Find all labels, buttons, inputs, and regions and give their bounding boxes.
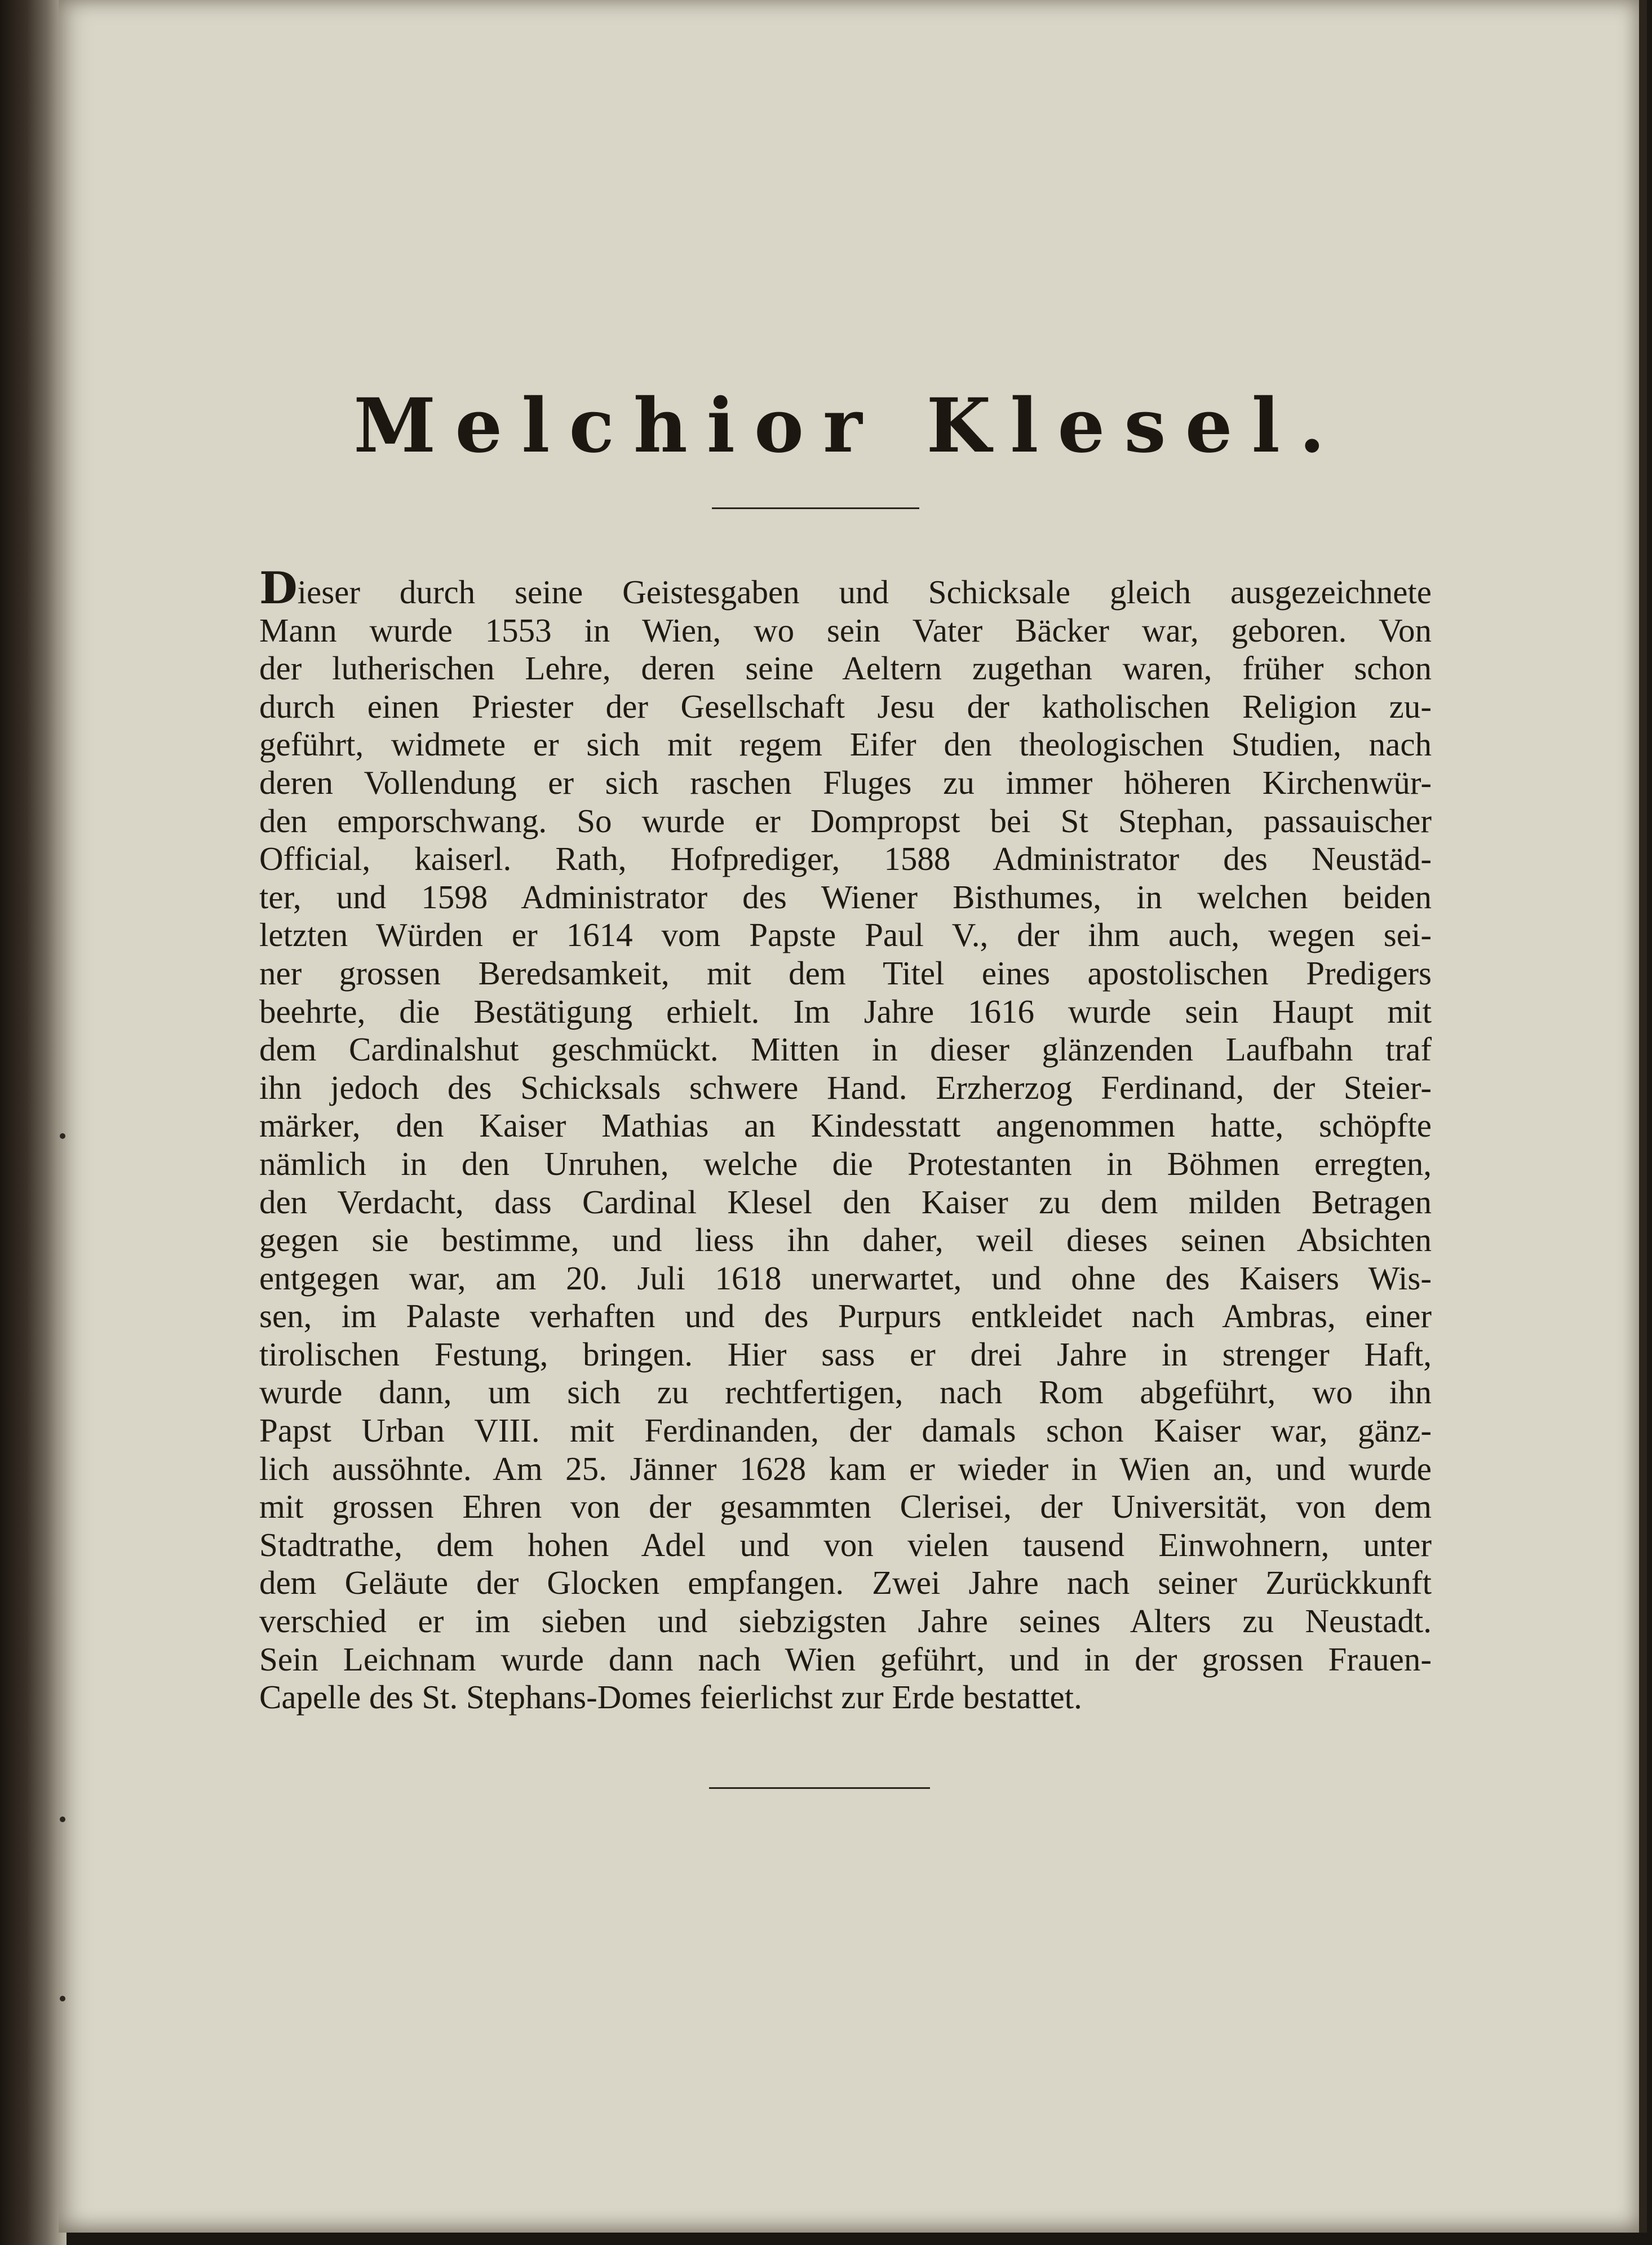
text-line xyxy=(259,764,1432,802)
text-line xyxy=(259,802,1432,841)
text-line xyxy=(259,1678,1432,1717)
text-line xyxy=(259,954,1432,993)
text-line-content: geführt, widmete er sich mit regem Eifer den theologischen Studien, nach xyxy=(259,726,1432,763)
end-divider xyxy=(709,1787,930,1789)
text-line xyxy=(259,993,1432,1031)
text-line-content: mit grossen Ehren von der gesammten Clerisei, der Universität, von dem xyxy=(259,1488,1432,1526)
drop-cap: D xyxy=(259,563,298,614)
text-line-content: lich aussöhnte. Am 25. Jänner 1628 kam er wieder in Wien an, und wurde xyxy=(259,1449,1432,1487)
text-line xyxy=(259,563,1432,614)
text-line xyxy=(259,1602,1432,1641)
text-line xyxy=(259,916,1432,954)
text-line-content: den Verdacht, dass Cardinal Klesel den Kaiser zu dem milden Betragen xyxy=(259,1183,1432,1221)
text-line xyxy=(259,1221,1432,1260)
text-line xyxy=(259,1297,1432,1336)
text-line-content: Official, kaiserl. Rath, Hofprediger, 1588 Administrator des Neustäd- xyxy=(259,840,1432,878)
text-line-content: gegen sie bestimme, und liess ihn daher, weil dieses seinen Absichten xyxy=(259,1221,1432,1259)
binding-mark xyxy=(60,1133,65,1139)
text-line-content: sen, im Palaste verhaften und des Purpurs entkleidet nach Ambras, einer xyxy=(259,1297,1432,1335)
text-line-content: nämlich in den Unruhen, welche die Protestanten in Böhmen erregten, xyxy=(259,1144,1432,1182)
page-title: Melchior Klesel. xyxy=(353,382,1344,470)
text-line-content: den emporschwang. So wurde er Dompropst bei St Stephan, passauischer xyxy=(259,802,1432,839)
text-line-content: verschied er im sieben und siebzigsten Jahre seines Alters zu Neustadt. xyxy=(259,1602,1432,1640)
book-page xyxy=(59,0,1647,2233)
text-line-content: letzten Würden er 1614 vom Papste Paul V., der ihm auch, wegen sei- xyxy=(259,916,1432,954)
text-line xyxy=(259,1107,1432,1145)
text-line-content: entgegen war, am 20. Juli 1618 unerwartet, und ohne des Kaisers Wis- xyxy=(259,1259,1432,1297)
binding-mark xyxy=(60,1996,65,2001)
text-line-content: dem Geläute der Glocken empfangen. Zwei Jahre nach seiner Zurückkunft xyxy=(259,1564,1432,1602)
text-line xyxy=(259,1031,1432,1069)
text-line-content: deren Vollendung er sich raschen Fluges zu immer höheren Kirchenwür- xyxy=(259,763,1432,801)
title-divider xyxy=(712,507,919,509)
text-line xyxy=(259,1488,1432,1526)
text-line-content: Capelle des St. Stephans-Domes feierlichst zur Erde bestattet. xyxy=(259,1678,1082,1716)
text-line-content: Sein Leichnam wurde dann nach Wien geführt, und in der grossen Frauen- xyxy=(259,1640,1432,1678)
text-line-content: ner grossen Beredsamkeit, mit dem Titel eines apostolischen Predigers xyxy=(259,954,1432,992)
text-line xyxy=(259,1450,1432,1488)
text-line xyxy=(259,1336,1432,1374)
text-line-content: ihn jedoch des Schicksals schwere Hand. Erzherzog Ferdinand, der Steier- xyxy=(259,1068,1432,1106)
text-line xyxy=(259,1183,1432,1222)
text-line xyxy=(259,840,1432,878)
biography-text xyxy=(259,563,1432,1717)
text-line xyxy=(259,1564,1432,1602)
text-line xyxy=(259,726,1432,764)
text-line xyxy=(259,1412,1432,1450)
book-binding-edge xyxy=(0,0,67,2245)
text-line xyxy=(259,612,1432,650)
text-line-content: Mann wurde 1553 in Wien, wo sein Vater Bäcker war, geboren. Von xyxy=(259,611,1432,649)
binding-mark xyxy=(60,1817,65,1822)
text-line-content: Papst Urban VIII. mit Ferdinanden, der damals schon Kaiser war, gänz- xyxy=(259,1412,1432,1449)
text-line xyxy=(259,649,1432,688)
text-line-content: durch einen Priester der Gesellschaft Jesu der katholischen Religion zu- xyxy=(259,687,1432,725)
text-line-content: der lutherischen Lehre, deren seine Aeltern zugethan waren, früher schon xyxy=(259,649,1432,687)
text-line-content: ieser durch seine Geistesgaben und Schicksale gleich ausgezeichnete xyxy=(297,573,1432,611)
text-line xyxy=(259,1373,1432,1412)
text-line-content: märker, den Kaiser Mathias an Kindesstatt angenommen hatte, schöpfte xyxy=(259,1107,1432,1144)
text-line-content: wurde dann, um sich zu rechtfertigen, nach Rom abgeführt, wo ihn xyxy=(259,1373,1432,1411)
text-line xyxy=(259,1260,1432,1298)
text-line xyxy=(259,688,1432,726)
text-line-content: beehrte, die Bestätigung erhielt. Im Jahre 1616 wurde sein Haupt mit xyxy=(259,992,1432,1030)
text-line-content: tirolischen Festung, bringen. Hier sass er drei Jahre in strenger Haft, xyxy=(259,1335,1432,1373)
text-line-content: dem Cardinalshut geschmückt. Mitten in dieser glänzenden Laufbahn traf xyxy=(259,1031,1432,1068)
text-line xyxy=(259,1069,1432,1107)
text-line-content: Stadtrathe, dem hohen Adel und von vielen tausend Einwohnern, unter xyxy=(259,1526,1432,1563)
text-line-content: ter, und 1598 Administrator des Wiener Bisthumes, in welchen beiden xyxy=(259,878,1432,916)
text-line xyxy=(259,878,1432,917)
text-line xyxy=(259,1526,1432,1565)
text-line xyxy=(259,1641,1432,1679)
text-line xyxy=(259,1145,1432,1183)
